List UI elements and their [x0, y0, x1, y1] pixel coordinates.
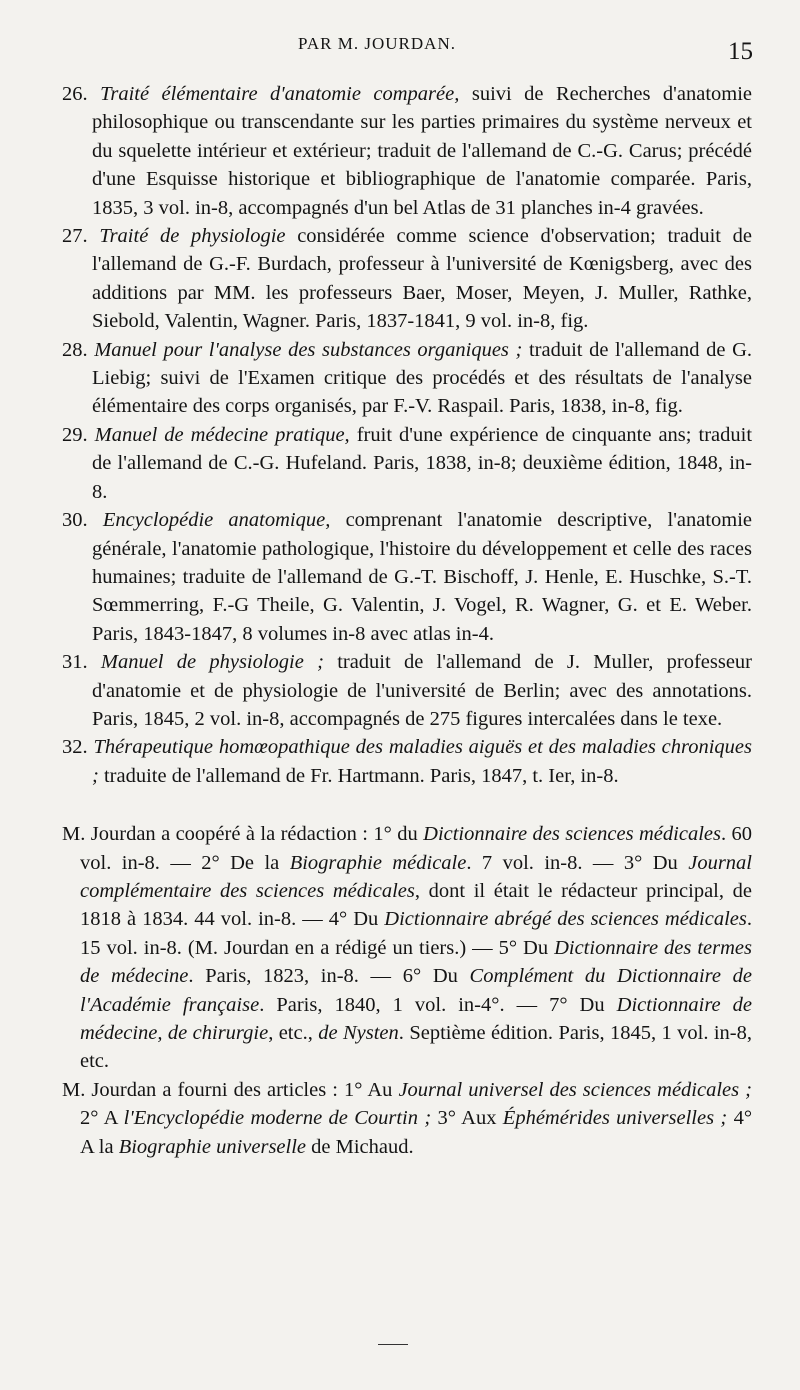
end-rule — [378, 1344, 408, 1345]
paragraph-text: . Paris, 1823, in-8. — 6° Du — [188, 965, 470, 988]
paragraph-text: de Michaud. — [306, 1135, 414, 1158]
bibliography-entry — [62, 80, 752, 222]
paragraph-text: . Paris, 1840, 1 vol. in-4°. — 7° Du — [259, 993, 617, 1016]
work-title: Journal complémentaire des sciences médicales — [80, 851, 752, 902]
entry-title: Manuel de physiologie ; — [100, 651, 324, 674]
bibliography-entry — [62, 733, 752, 790]
page-body — [62, 80, 752, 1161]
page-number: 15 — [728, 38, 753, 65]
paragraph-text: 2° A — [80, 1107, 124, 1130]
entry-text: traduit de l'allemand de J. Muller, professeur d'anatomie et de physiologie de l'université de Berlin; avec des annotations. Paris, 1845, 2 vol. in-8, accompagnés de 275 figures intercalées dans le texe. — [92, 651, 752, 730]
work-title: Complément du Dictionnaire de l'Académie française — [80, 965, 752, 1016]
entry-title: Traité élémentaire d'anatomie comparée, — [100, 83, 460, 105]
collaboration-paragraph — [62, 820, 752, 1076]
entry-text: comprenant l'anatomie descriptive, l'anatomie générale, l'anatomie pathologique, l'histoire du développement et celle des races humaines; traduite de l'allemand de G.-T. Bischoff, J. Henle, E. Huschke, S.-T. Sœmmerring, F.-G Theile, G. Valentin, J. Vogel, R. Wagner, G. et E. Weber. Paris, 1843-1847, 8 volumes in-8 avec atlas in-4. — [92, 509, 753, 645]
entry-number: 32. — [62, 736, 88, 759]
entry-text: fruit d'une expérience de cinquante ans; traduit de l'allemand de C.-G. Hufeland. Paris, 1838, in-8; deuxième édition, 1848, in-8. — [92, 423, 753, 503]
paragraph-text: 3° Aux — [431, 1107, 503, 1130]
articles-paragraph — [62, 1076, 752, 1161]
paragraph-text: , etc., — [268, 1022, 319, 1044]
entry-text: considérée comme science d'observation; traduit de l'allemand de G.-F. Burdach, professeur à l'université de Kœnigsberg, avec des additions par MM. les professeurs Baer, Moser, Meyen, J. Muller, Rathke, Siebold, Valentin, Wagner. Paris, 1837-1841, 9 vol. in-8, fig. — [92, 225, 753, 333]
entry-number: 26. — [62, 83, 88, 105]
paragraph-text: . 60 vol. in-8. — 2° De la — [80, 823, 753, 874]
entry-title: Manuel de médecine pratique, — [94, 423, 350, 446]
work-title: Biographie universelle — [118, 1135, 307, 1158]
work-title: Dictionnaire des sciences médicales — [423, 823, 721, 846]
bibliography-entry — [62, 648, 752, 733]
work-title: Dictionnaire de médecine, de chirurgie — [80, 993, 753, 1044]
running-head: PAR M. JOURDAN. — [298, 34, 456, 53]
paragraph-text: 4° A la — [80, 1107, 753, 1158]
entry-number: 31. — [62, 651, 88, 674]
paragraph-text: , dont il était le rédacteur principal, de 1818 à 1834. 44 vol. in-8. — 4° Du — [80, 879, 752, 931]
paragraph-text: . Septième édition. Paris, 1845, 1 vol. in-8, etc. — [80, 1022, 752, 1073]
paragraph-text: M. Jourdan a fourni des articles : 1° Au — [62, 1078, 399, 1101]
entry-text: suivi de Recherches d'anatomie philosophique ou transcendante sur les parties primaires du système nerveux et du squelette intérieur et extérieur; traduit de l'allemand de C.-G. Carus; précédé d'une Esquisse historique et bibliographique de l'anatomie comparée. Paris, 1835, 3 vol. in-8, accompagnés d'un bel Atlas de 31 planches in-4 gravées. — [92, 83, 753, 219]
bibliography-entry — [62, 222, 752, 336]
work-title: Journal universel des sciences médicales ; — [398, 1078, 752, 1101]
entry-number: 30. — [62, 509, 88, 532]
entry-title: Thérapeutique homœopathique des maladies aiguës et des maladies chroniques ; — [92, 736, 753, 787]
work-title: Biographie médicale — [289, 851, 467, 874]
bibliography-entry — [62, 506, 752, 648]
entry-title: Encyclopédie anatomique, — [102, 509, 331, 532]
entry-number: 29. — [62, 423, 88, 446]
work-title: l'Encyclopédie moderne de Courtin ; — [123, 1107, 432, 1130]
work-title: de Nysten — [318, 1022, 399, 1044]
entry-number: 28. — [62, 338, 88, 361]
bibliography-entry — [62, 421, 752, 506]
section-gap — [62, 790, 752, 820]
entry-title: Manuel pour l'analyse des substances organiques ; — [94, 338, 523, 361]
work-title: Dictionnaire des termes de médecine — [80, 936, 752, 988]
entry-text: traduite de l'allemand de Fr. Hartmann. Paris, 1847, t. Ier, in-8. — [103, 764, 619, 787]
paragraph-text: . 15 vol. in-8. (M. Jourdan en a rédigé un tiers.) — 5° Du — [80, 908, 752, 959]
entry-title: Traité de physiologie — [99, 225, 286, 248]
paragraph-text: M. Jourdan a coopéré à la rédaction : 1° du — [62, 823, 424, 846]
entry-number: 27. — [62, 225, 88, 248]
work-title: Éphémérides universelles ; — [502, 1107, 728, 1130]
entry-text: traduit de l'allemand de G. Liebig; suivi de l'Examen critique des procédés et des résultats de l'analyse élémentaire des corps organisés, par F.-V. Raspail. Paris, 1838, in-8, fig. — [92, 338, 753, 418]
bibliography-entry — [62, 336, 752, 421]
work-title: Dictionnaire abrégé des sciences médicales — [384, 908, 747, 931]
paragraph-text: . 7 vol. in-8. — 3° Du — [466, 851, 689, 874]
